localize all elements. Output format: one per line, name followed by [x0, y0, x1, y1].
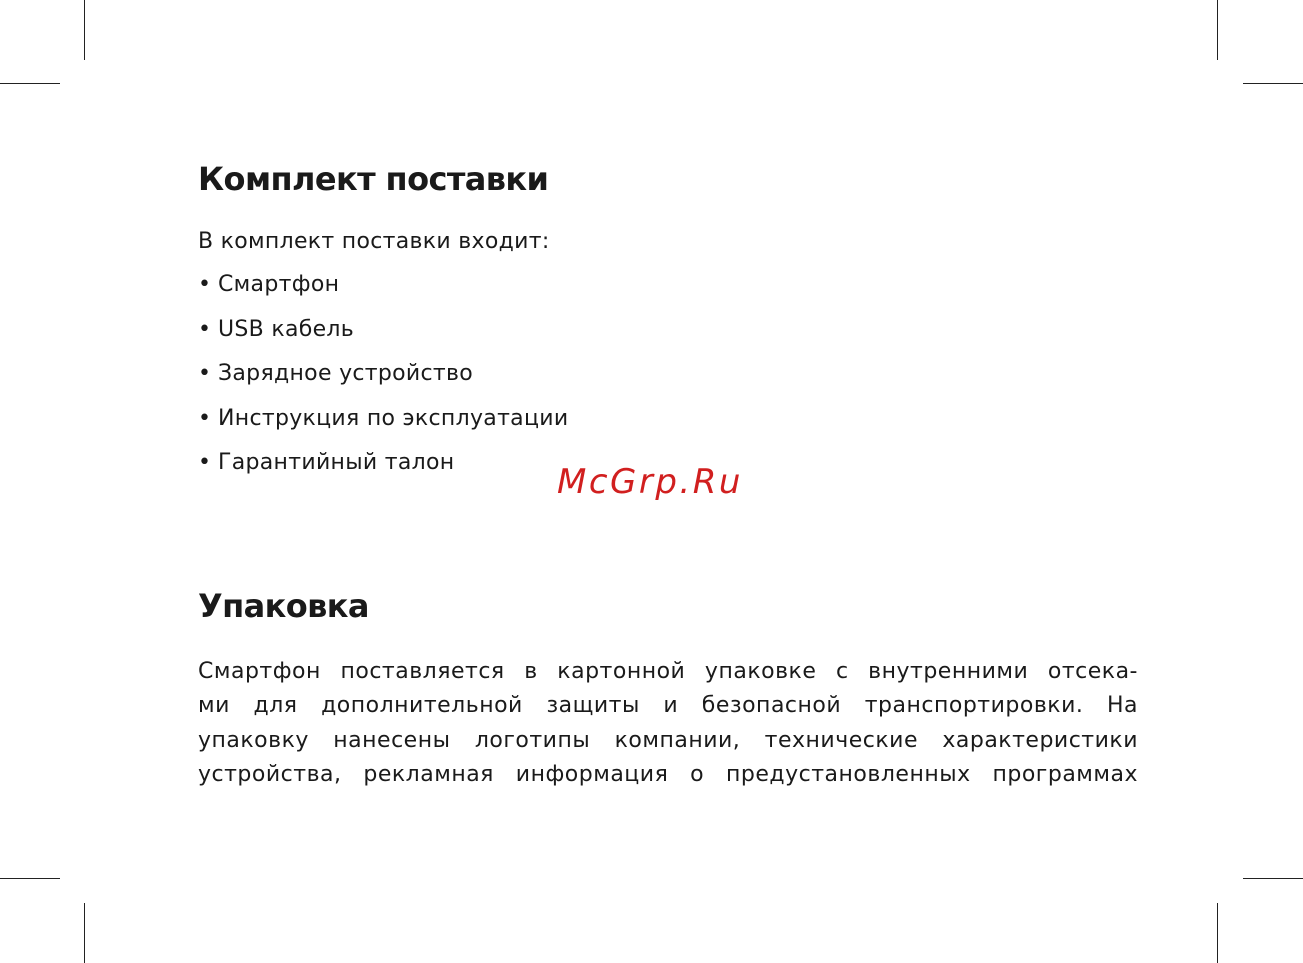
delivery-set-intro: В комплект поставки входит: — [198, 229, 550, 254]
list-item — [198, 355, 568, 400]
list-item-label: Инструкция по эксплуатации — [218, 405, 569, 431]
packaging-paragraph — [198, 655, 1138, 792]
list-item-label: USB кабель — [218, 316, 355, 342]
paragraph-line: упаковку нанесены логотипы компании, технические характеристики — [198, 727, 1138, 753]
delivery-set-list — [198, 266, 568, 489]
list-item-label: Смартфон — [218, 272, 340, 297]
crop-mark-top-left-vertical — [84, 0, 85, 60]
list-item — [198, 400, 568, 445]
crop-mark-top-right-vertical — [1217, 0, 1218, 60]
list-item — [198, 266, 568, 311]
bullet-icon: • — [198, 361, 212, 387]
packaging-heading: Упаковка — [198, 587, 369, 625]
list-item-label: Зарядное устройство — [218, 361, 474, 387]
crop-mark-bottom-left-horizontal — [0, 878, 60, 879]
bullet-icon: • — [198, 450, 212, 476]
delivery-set-heading: Комплект поставки — [198, 160, 549, 198]
crop-mark-bottom-right-horizontal — [1243, 878, 1303, 879]
crop-mark-top-left-horizontal — [0, 83, 60, 84]
list-item-label: Гарантийный талон — [218, 450, 455, 476]
crop-mark-bottom-left-vertical — [84, 903, 85, 963]
bullet-icon: • — [198, 405, 212, 431]
list-item — [198, 311, 568, 356]
watermark-text: McGrp.Ru — [557, 462, 743, 502]
bullet-icon: • — [198, 316, 212, 342]
crop-mark-top-right-horizontal — [1243, 83, 1303, 84]
paragraph-line: Смартфон поставляется в картонной упаковке с внутренними отсека- — [198, 659, 1138, 684]
paragraph-line: ми для дополнительной защиты и безопасной транспортировки. На — [198, 693, 1138, 719]
bullet-icon: • — [198, 272, 212, 297]
list-item — [198, 444, 568, 489]
crop-mark-bottom-right-vertical — [1217, 903, 1218, 963]
paragraph-line: устройства, рекламная информация о предустановленных программах — [198, 761, 1138, 787]
